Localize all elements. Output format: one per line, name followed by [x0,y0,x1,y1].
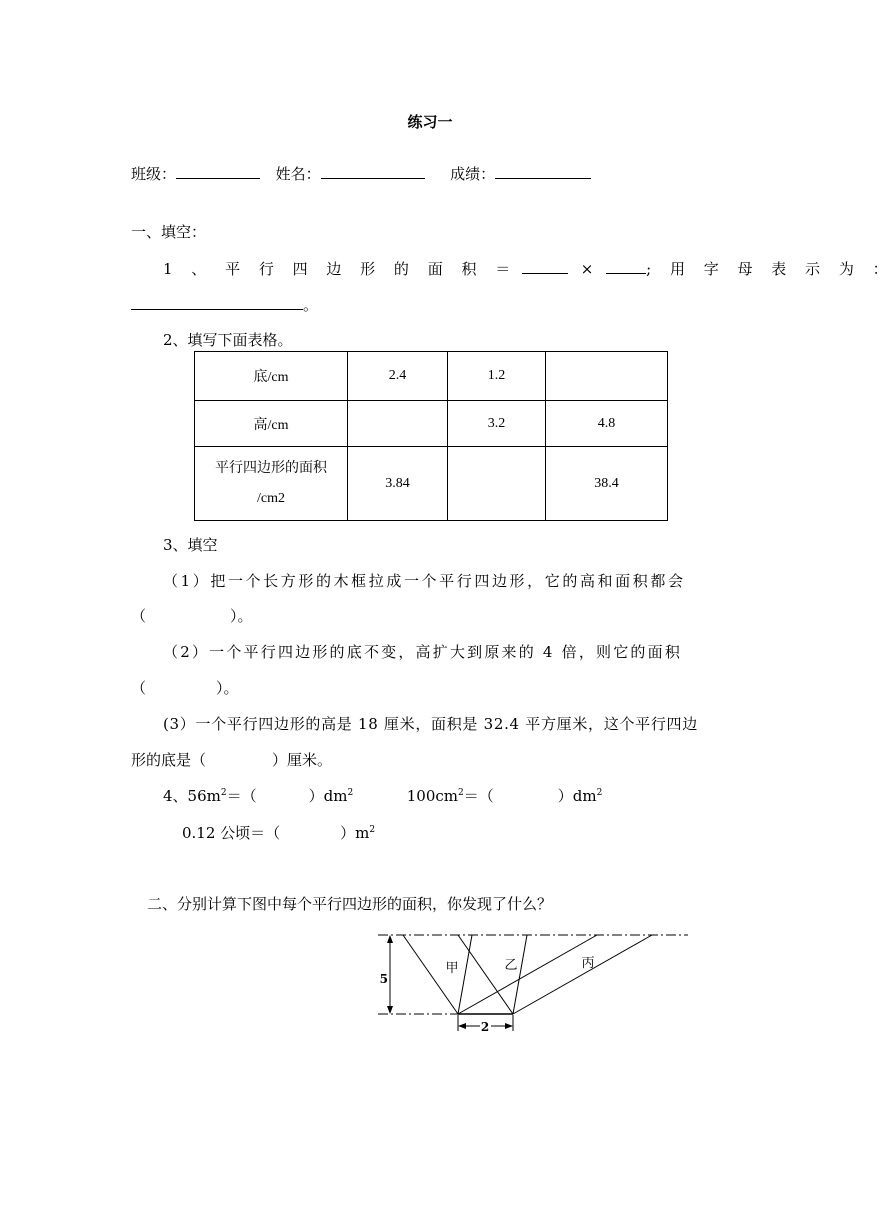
label-yi: 乙 [504,958,518,973]
table-cell[interactable] [546,352,668,401]
q1-blank-2[interactable] [606,259,646,274]
right-edge-a [458,935,513,1014]
arrow-head-down [387,1006,393,1014]
q3-2-line-b [131,677,239,698]
class-label: 班级： [131,165,177,183]
q1-formula-line [131,294,318,315]
question-3: 3、填空 [163,536,218,554]
q4-a-unit: ）dm [308,787,348,805]
area-label-a: 平行四边形的面积 [215,460,327,476]
fill-table [194,351,668,521]
table-cell [195,447,348,521]
score-blank[interactable] [495,164,591,179]
right-edge-b [513,935,527,1014]
q4-b-open: ＝（ [463,787,494,805]
name-blank[interactable] [321,164,425,179]
q4-c-unit: ）m [340,824,370,842]
table-cell[interactable] [348,401,448,447]
q1-formula-blank[interactable] [131,295,303,310]
label-bing: 丙 [581,956,595,971]
q3-1-line-a: （1）把一个长方形的木框拉成一个平行四边形，它的高和面积都会 [163,572,686,590]
arrow-head-right [505,1023,513,1029]
question-2: 2、填写下面表格。 [163,331,293,349]
paren-close: ）。 [230,607,253,625]
class-blank[interactable] [176,164,260,179]
info-line [131,163,591,184]
q3-3-line-a: (3）一个平行四边形的高是 18 厘米，面积是 32.4 平方厘米，这个平行四边 [163,715,698,733]
question-4-row-1 [163,785,602,806]
paren-close: ）。 [216,679,239,697]
table-cell: 底/cm [195,352,348,401]
arrow-head-up [387,935,393,943]
table-cell: 3.2 [448,401,546,447]
left-edge-c [458,935,597,1014]
table-cell: 1.2 [448,352,546,401]
q4-b-text: 100cm [406,787,458,805]
table-cell: 高/cm [195,401,348,447]
q3-3-close: ）厘米。 [272,751,333,769]
question-1 [163,258,895,279]
table-cell: 38.4 [546,447,668,521]
table-cell: 2.4 [348,352,448,401]
label-jia: 甲 [445,961,459,976]
paren-open: （ [131,607,147,625]
table-row [195,352,668,401]
q4-c-text: 0.12 公顷＝（ [182,824,281,842]
page-title: 练习一 [407,113,453,131]
left-edge-b [458,935,472,1014]
q4-b-unit: ）dm [557,787,597,805]
q4-a-open: ＝（ [226,787,257,805]
q3-1-line-b [131,605,253,626]
question-4-row-2 [182,822,375,843]
q1-blank-1[interactable] [522,259,568,274]
q4-a-text: 4、56m [163,787,221,805]
table-row [195,401,668,447]
q3-2-line-a: （2）一个平行四边形的底不变，高扩大到原来的 4 倍，则它的面积 [163,643,683,661]
area-label-b: /cm2 [257,490,285,506]
table-cell[interactable] [448,447,546,521]
section1-heading: 一、填空： [131,223,207,241]
superscript: 2 [369,825,376,835]
right-edge-c [513,935,652,1014]
table-cell: 3.84 [348,447,448,521]
superscript: 2 [220,788,227,798]
q1-times: × [580,260,594,278]
name-label: 姓名： [275,165,321,183]
superscript: 2 [458,788,464,798]
q1-end: 。 [303,296,319,314]
section2-heading: 二、分别计算下图中每个平行四边形的面积，你发现了什么？ [147,895,553,913]
table-row [195,447,668,521]
score-label: 成绩： [450,165,496,183]
q1-text-b: ; 用 字 母 表 示 为 ： [646,260,895,278]
arrow-head-left [458,1023,466,1029]
height-label: 5 [379,972,388,986]
q3-3-text: 形的底是（ [131,751,207,769]
q3-3-line-b [131,749,332,770]
table-cell: 4.8 [546,401,668,447]
parallelogram-figure [370,925,695,1040]
base-label: 2 [480,1020,490,1034]
paren-open: （ [131,679,147,697]
superscript: 2 [347,788,354,798]
superscript: 2 [596,788,603,798]
q1-text-a: 1 、 平 行 四 边 形 的 面 积 ＝ [163,260,518,278]
